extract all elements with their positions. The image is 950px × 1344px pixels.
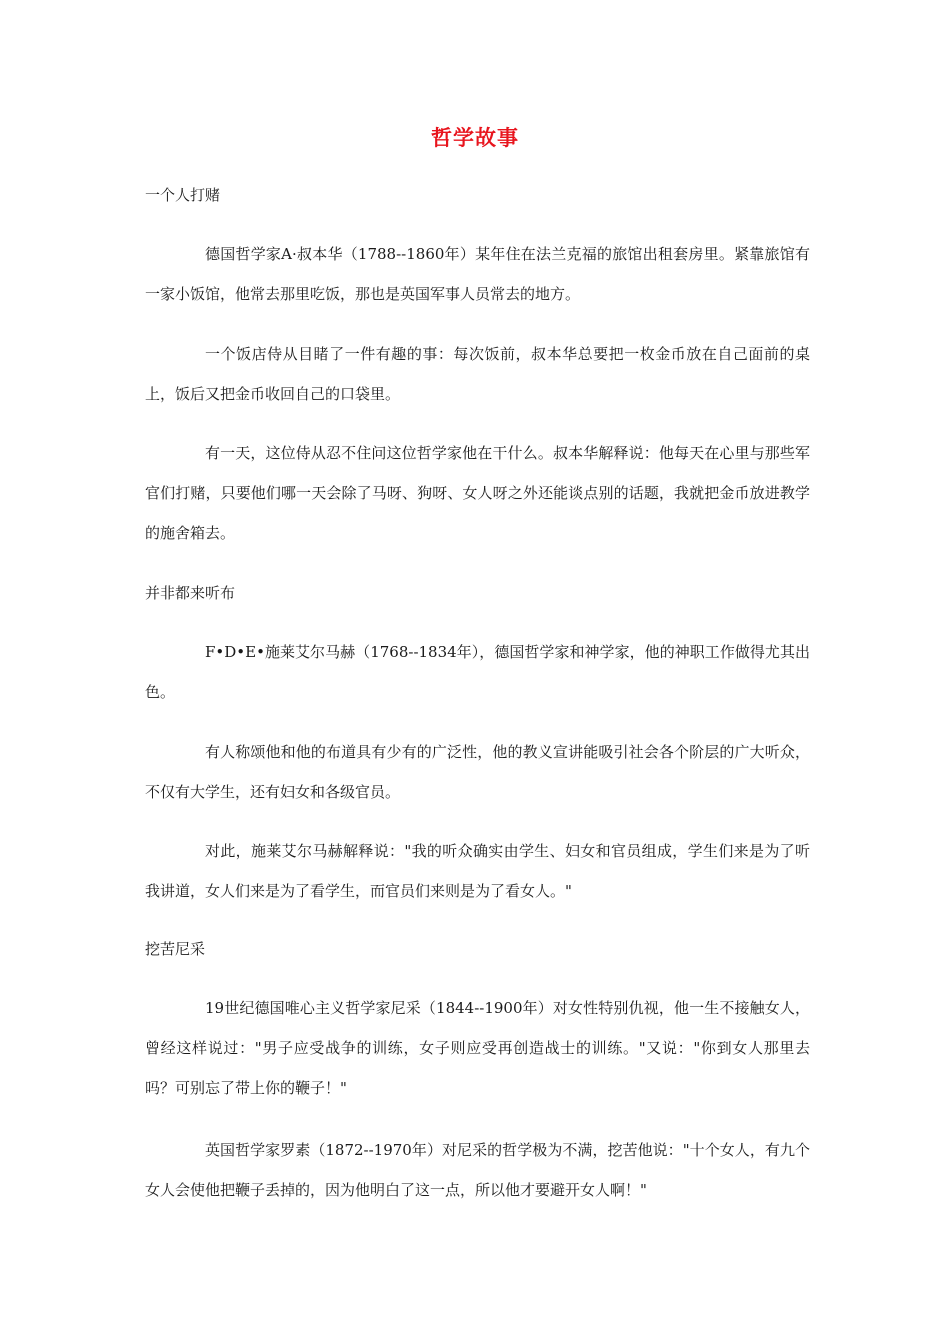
paragraph: 有一天，这位侍从忍不住问这位哲学家他在干什么。叔本华解释说：他每天在心里与那些军官们打赌，只要他们哪一天会除了马呀、狗呀、女人呀之外还能谈点别的话题，我就把金币放进教学的施舍箱去。 — [145, 444, 810, 542]
section-heading: 挖苦尼采 — [145, 940, 206, 958]
paragraph: 德国哲学家A·叔本华（1788--1860年）某年住在法兰克福的旅馆出租套房里。紧靠旅馆有一家小饭馆，他常去那里吃饭，那也是英国军事人员常去的地方。 — [145, 245, 810, 303]
section-heading: 并非都来听布 — [145, 584, 236, 602]
section-heading: 一个人打赌 — [145, 186, 221, 204]
paragraph: 对此，施莱艾尔马赫解释说："我的听众确实由学生、妇女和官员组成，学生们来是为了听我讲道，女人们来是为了看学生，而官员们来则是为了看女人。" — [145, 842, 810, 900]
paragraph: F•D•E•施莱艾尔马赫（1768--1834年），德国哲学家和神学家，他的神职工作做得尤其出色。 — [145, 643, 810, 701]
paragraph: 英国哲学家罗素（1872--1970年）对尼采的哲学极为不满，挖苦他说："十个女人，有九个女人会使他把鞭子丢掉的，因为他明白了这一点，所以他才要避开女人啊！" — [145, 1141, 810, 1199]
paragraph: 一个饭店侍从目睹了一件有趣的事：每次饭前，叔本华总要把一枚金币放在自己面前的桌上，饭后又把金币收回自己的口袋里。 — [145, 345, 810, 403]
paragraph: 有人称颂他和他的布道具有少有的广泛性，他的教义宣讲能吸引社会各个阶层的广大听众，不仅有大学生，还有妇女和各级官员。 — [145, 743, 810, 801]
paragraph: 19世纪德国唯心主义哲学家尼采（1844--1900年）对女性特别仇视，他一生不接触女人，曾经这样说过："男子应受战争的训练，女子则应受再创造战士的训练。"又说："你到女人那里去吗？可别忘了带上你的鞭子！" — [145, 999, 810, 1097]
document-title: 哲学故事 — [431, 125, 519, 150]
